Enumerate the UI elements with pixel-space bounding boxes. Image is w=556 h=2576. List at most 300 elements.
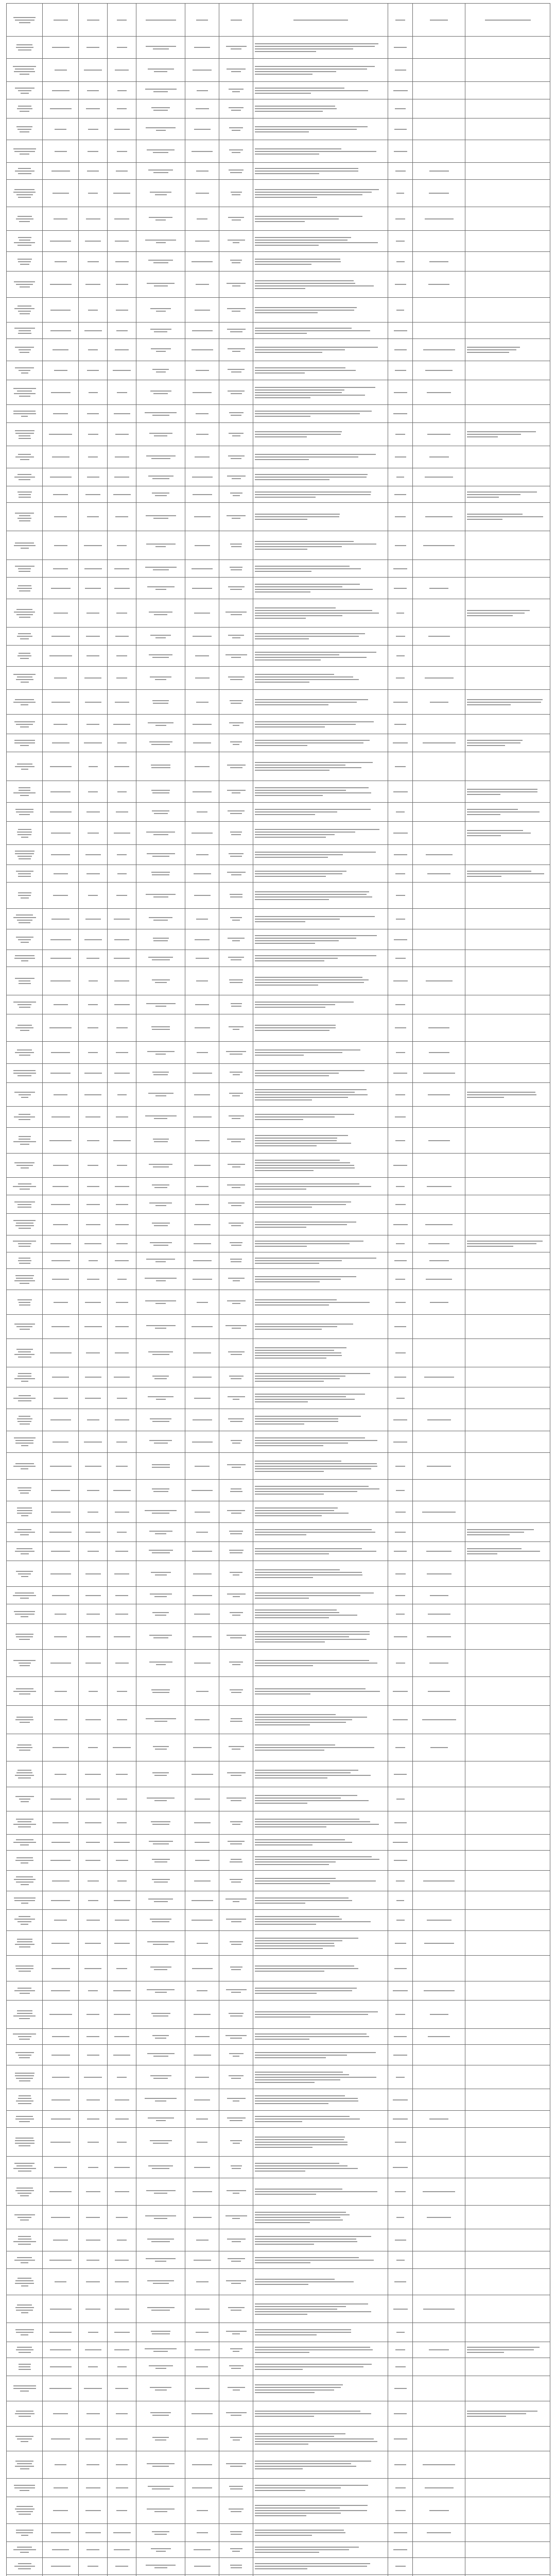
text-line: [18, 1826, 31, 1827]
table-cell: [108, 2157, 136, 2178]
text-line: [85, 1116, 100, 1117]
table-cell: [388, 1367, 413, 1387]
table-cell: [136, 2558, 185, 2575]
text-line: [230, 1879, 242, 1880]
text-line: [467, 704, 511, 705]
text-line: [395, 1512, 406, 1513]
text-line: [394, 1260, 407, 1261]
table-cell: [43, 423, 79, 446]
text-line: [149, 654, 172, 655]
table-cell: [253, 1910, 388, 1931]
table-cell: [108, 1851, 136, 1871]
text-line: [192, 1774, 213, 1775]
text-line: [427, 1186, 451, 1187]
text-line: [13, 1824, 36, 1825]
table-cell: [7, 2542, 43, 2558]
text-line: [228, 1418, 244, 1419]
table-cell: [465, 1128, 550, 1154]
text-line: [255, 1443, 348, 1444]
table-cell: [79, 1409, 108, 1431]
text-line: [53, 2413, 68, 2414]
text-line: [393, 1224, 408, 1225]
text-line: [255, 1165, 354, 1166]
text-line: [233, 2056, 239, 2057]
text-line: [255, 1553, 329, 1554]
table-cell: [465, 1339, 550, 1367]
text-line: [227, 2098, 246, 2099]
text-line: [14, 281, 35, 282]
text-line: [467, 794, 500, 795]
text-line: [13, 792, 36, 793]
table-row: [7, 715, 550, 734]
table-cell: [185, 752, 219, 781]
table-cell: [413, 1252, 465, 1269]
table-cell: [253, 37, 388, 59]
text-line: [232, 2333, 240, 2334]
text-line: [15, 2119, 34, 2120]
text-line: [231, 1141, 241, 1142]
text-line: [115, 261, 129, 262]
text-line: [394, 1377, 406, 1378]
table-cell: [79, 2065, 108, 2089]
text-line: [231, 1006, 241, 1007]
text-line: [15, 2413, 34, 2414]
text-line: [18, 1299, 32, 1300]
table-cell: [108, 2323, 136, 2342]
table-cell: [465, 1650, 550, 1677]
table-cell: [388, 646, 413, 667]
text-line: [86, 2014, 99, 2015]
table-cell: [413, 929, 465, 950]
text-line: [228, 810, 245, 811]
text-line: [255, 1445, 323, 1446]
table-cell: [108, 1367, 136, 1387]
text-line: [255, 2052, 376, 2053]
text-line: [232, 1118, 240, 1119]
table-cell: [465, 2323, 550, 2342]
text-line: [20, 131, 29, 132]
table-cell: [7, 929, 43, 950]
table-cell: [388, 2427, 413, 2451]
text-line: [14, 1990, 35, 1991]
text-line: [255, 71, 336, 72]
text-line: [195, 2077, 209, 2078]
text-line: [14, 1354, 34, 1355]
table-row: [7, 2524, 550, 2542]
text-line: [255, 330, 370, 331]
text-line: [227, 1510, 245, 1511]
text-line: [193, 791, 212, 792]
table-cell: [219, 1128, 253, 1154]
text-line: [231, 1440, 242, 1441]
text-line: [194, 1663, 211, 1664]
text-line: [194, 1094, 210, 1095]
text-line: [227, 1635, 246, 1636]
table-cell: [253, 1042, 388, 1064]
text-line: [192, 2413, 213, 2414]
text-line: [230, 1552, 242, 1553]
text-line: [255, 2194, 316, 2195]
text-line: [228, 369, 245, 370]
table-cell: [43, 1910, 79, 1931]
table-cell: [465, 405, 550, 423]
text-line: [229, 2013, 244, 2014]
table-cell: [253, 1315, 388, 1339]
text-line: [232, 130, 240, 131]
text-line: [88, 2332, 98, 2333]
text-line: [86, 655, 99, 656]
text-line: [19, 515, 30, 516]
text-line: [255, 347, 378, 348]
text-line: [54, 1398, 68, 1399]
table-cell: [388, 1706, 413, 1734]
table-cell: [219, 781, 253, 803]
text-line: [393, 1691, 408, 1692]
table-cell: [79, 1956, 108, 1981]
text-line: [394, 2438, 407, 2439]
text-line: [115, 1224, 129, 1225]
text-line: [15, 433, 34, 434]
text-line: [146, 46, 176, 47]
text-line: [20, 1493, 29, 1494]
text-line: [255, 704, 328, 705]
table-cell: [253, 1650, 388, 1677]
text-line: [150, 1242, 172, 1243]
table-cell: [79, 2358, 108, 2376]
text-line: [117, 742, 127, 743]
text-line: [15, 699, 34, 700]
table-cell: [413, 163, 465, 180]
text-line: [85, 1573, 101, 1574]
column-header: [465, 4, 550, 37]
table-cell: [108, 1891, 136, 1910]
table-cell: [253, 2251, 388, 2269]
text-line: [16, 47, 33, 48]
text-line: [255, 2513, 341, 2514]
text-line: [51, 1116, 70, 1117]
table-cell: [388, 2128, 413, 2157]
table-cell: [413, 1604, 465, 1624]
text-line: [230, 2488, 242, 2489]
table-cell: [388, 2497, 413, 2524]
text-line: [16, 2078, 33, 2079]
text-line: [394, 854, 407, 855]
table-cell: [43, 180, 79, 207]
text-line: [229, 1531, 243, 1532]
table-row: [7, 1956, 550, 1981]
table-cell: [108, 2376, 136, 2401]
text-line: [20, 1144, 29, 1145]
text-line: [233, 744, 239, 745]
text-line: [428, 284, 449, 285]
text-line: [85, 1719, 101, 1720]
table-cell: [108, 781, 136, 803]
text-line: [230, 1941, 243, 1942]
table-cell: [7, 1107, 43, 1128]
table-cell: [43, 1154, 79, 1178]
text-line: [17, 1507, 32, 1509]
text-line: [19, 2514, 31, 2515]
table-cell: [43, 1252, 79, 1269]
text-line: [231, 458, 241, 459]
table-cell: [388, 2358, 413, 2376]
text-line: [395, 2240, 406, 2241]
text-line: [255, 610, 372, 611]
text-line: [395, 1595, 405, 1596]
table-cell: [136, 1981, 185, 2001]
text-line: [151, 2241, 170, 2242]
table-cell: [388, 1956, 413, 1981]
text-line: [395, 1747, 405, 1748]
table-cell: [185, 99, 219, 118]
table-row: [7, 99, 550, 118]
table-row: [7, 446, 550, 468]
table-cell: [79, 2229, 108, 2251]
text-line: [255, 372, 305, 374]
table-cell: [136, 734, 185, 752]
table-cell: [79, 2427, 108, 2451]
text-line: [13, 66, 36, 67]
text-line: [154, 331, 167, 332]
table-cell: [253, 1677, 388, 1706]
text-line: [153, 940, 168, 941]
text-line: [427, 1466, 451, 1467]
text-line: [151, 744, 170, 745]
table-cell: [413, 1761, 465, 1787]
text-line: [255, 740, 370, 741]
text-line: [255, 1075, 329, 1076]
text-line: [194, 2055, 211, 2056]
table-cell: [465, 2401, 550, 2427]
table-cell: [465, 929, 550, 950]
text-line: [231, 415, 241, 416]
text-line: [255, 1302, 370, 1303]
text-line: [84, 1326, 102, 1327]
table-cell: [108, 252, 136, 272]
table-cell: [108, 715, 136, 734]
text-line: [146, 544, 176, 545]
text-line: [21, 2285, 28, 2286]
table-cell: [108, 423, 136, 446]
table-cell: [388, 883, 413, 909]
table-cell: [388, 1042, 413, 1064]
text-line: [255, 724, 356, 725]
text-line: [49, 2191, 72, 2192]
table-cell: [43, 2111, 79, 2128]
table-cell: [108, 468, 136, 486]
column-header: [7, 4, 43, 37]
table-row: [7, 1083, 550, 1107]
table-row: [7, 118, 550, 140]
text-line: [88, 456, 98, 457]
table-cell: [108, 1501, 136, 1523]
text-line: [197, 811, 207, 812]
table-cell: [136, 252, 185, 272]
text-line: [394, 1636, 407, 1637]
table-row: [7, 2229, 550, 2251]
text-line: [396, 477, 404, 478]
text-line: [193, 742, 211, 743]
text-line: [16, 1882, 33, 1883]
table-cell: [388, 446, 413, 468]
table-row: [7, 180, 550, 207]
table-row: [7, 1734, 550, 1761]
table-cell: [43, 599, 79, 628]
text-line: [18, 1207, 31, 1208]
text-line: [20, 286, 30, 287]
text-line: [153, 1944, 168, 1945]
text-line: [393, 1419, 407, 1420]
table-cell: [413, 1235, 465, 1252]
text-line: [255, 242, 378, 243]
text-line: [396, 261, 405, 262]
text-line: [146, 127, 176, 128]
text-line: [230, 2348, 242, 2349]
table-row: [7, 2558, 550, 2575]
text-line: [113, 724, 130, 725]
table-cell: [79, 2524, 108, 2542]
text-line: [149, 917, 172, 918]
text-line: [17, 2547, 32, 2548]
table-cell: [136, 1453, 185, 1480]
text-line: [18, 1744, 31, 1745]
table-cell: [136, 781, 185, 803]
table-cell: [79, 1706, 108, 1734]
table-cell: [388, 37, 413, 59]
text-line: [255, 46, 375, 47]
text-line: [393, 791, 408, 792]
table-cell: [136, 339, 185, 361]
text-line: [150, 2075, 171, 2076]
table-cell: [108, 578, 136, 599]
text-line: [117, 1691, 127, 1692]
text-line: [18, 333, 31, 334]
text-line: [18, 2244, 31, 2245]
text-line: [233, 2143, 240, 2144]
table-cell: [7, 1409, 43, 1431]
table-cell: [7, 715, 43, 734]
text-line: [255, 894, 367, 895]
text-line: [89, 1260, 98, 1261]
text-line: [19, 494, 31, 495]
table-cell: [185, 37, 219, 59]
table-cell: [79, 2451, 108, 2479]
text-line: [255, 1099, 312, 1100]
text-line: [255, 2485, 368, 2486]
table-cell: [7, 2427, 43, 2451]
text-line: [232, 311, 240, 312]
table-cell: [185, 1677, 219, 1706]
table-cell: [43, 2128, 79, 2157]
text-line: [49, 1027, 72, 1028]
text-line: [85, 1595, 101, 1596]
table-cell: [79, 667, 108, 690]
text-line: [228, 957, 244, 958]
table-cell: [253, 599, 388, 628]
table-cell: [219, 2558, 253, 2575]
table-cell: [185, 628, 219, 646]
text-line: [114, 833, 130, 834]
table-cell: [7, 1235, 43, 1252]
table-cell: [413, 734, 465, 752]
table-cell: [79, 2497, 108, 2524]
text-line: [18, 492, 32, 493]
text-line: [14, 242, 35, 243]
text-line: [255, 1073, 339, 1074]
table-cell: [253, 1290, 388, 1315]
text-line: [117, 2142, 127, 2143]
text-line: [226, 2331, 247, 2332]
text-line: [197, 1302, 208, 1303]
table-cell: [185, 1981, 219, 2001]
text-line: [255, 148, 341, 149]
text-line: [51, 833, 71, 834]
text-line: [154, 1721, 167, 1722]
table-cell: [136, 2178, 185, 2206]
text-line: [18, 216, 32, 217]
text-line: [85, 854, 101, 855]
text-line: [114, 1377, 130, 1378]
text-line: [154, 1901, 168, 1902]
text-line: [196, 919, 208, 920]
table-cell: [43, 1387, 79, 1409]
table-cell: [7, 845, 43, 865]
table-header-row: [7, 4, 550, 37]
text-line: [86, 724, 99, 725]
text-line: [19, 479, 30, 480]
text-line: [154, 1775, 167, 1776]
table-row: [7, 1480, 550, 1501]
table-cell: [7, 1851, 43, 1871]
table-cell: [253, 1235, 388, 1252]
table-cell: [388, 560, 413, 578]
text-line: [255, 2389, 334, 2391]
table-cell: [465, 1811, 550, 1835]
text-line: [150, 2387, 171, 2388]
table-cell: [79, 1480, 108, 1501]
text-line: [393, 980, 408, 981]
table-cell: [253, 560, 388, 578]
text-line: [116, 2413, 128, 2414]
text-line: [115, 1260, 129, 1261]
table-cell: [136, 2157, 185, 2178]
table-cell: [219, 180, 253, 207]
table-cell: [43, 2558, 79, 2575]
column-header: [388, 4, 413, 37]
text-line: [229, 1550, 244, 1551]
table-cell: [43, 118, 79, 140]
text-line: [393, 2309, 408, 2310]
table-row: [7, 1561, 550, 1587]
table-cell: [185, 1787, 219, 1811]
positions-table: [6, 3, 550, 2576]
table-cell: [465, 2376, 550, 2401]
text-line: [18, 1075, 31, 1076]
text-line: [395, 171, 406, 172]
table-cell: [108, 405, 136, 423]
table-cell: [388, 1290, 413, 1315]
table-cell: [108, 2029, 136, 2045]
table-cell: [219, 2401, 253, 2427]
text-line: [18, 585, 31, 586]
text-line: [467, 833, 531, 834]
text-line: [255, 654, 339, 655]
table-cell: [7, 1431, 43, 1453]
text-line: [255, 1241, 363, 1242]
table-row: [7, 423, 550, 446]
text-line: [255, 171, 358, 172]
table-row: [7, 1252, 550, 1269]
